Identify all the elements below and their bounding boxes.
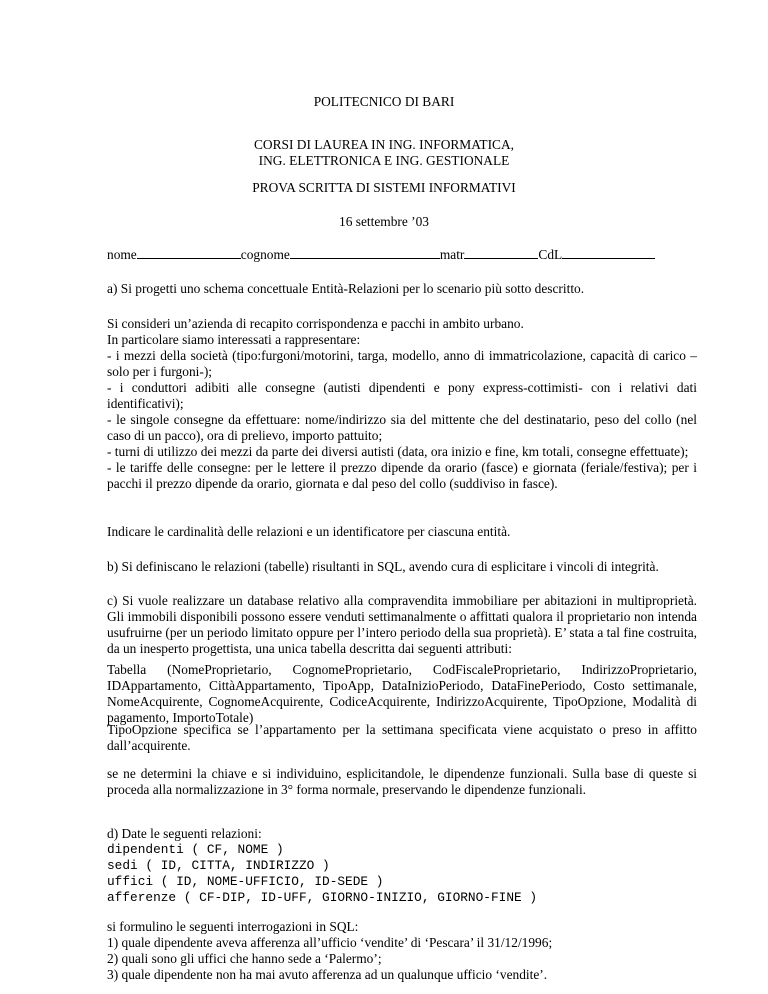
exam-date: 16 settembre ’03: [339, 214, 429, 229]
scenario-line: - turni di utilizzo dei mezzi da parte dei diversi autisti (data, ora inizio e fine, km totali, consegne effettuate);: [107, 444, 689, 459]
section-a-scenario: [107, 316, 697, 492]
queries-block: [107, 919, 697, 983]
scenario-line: - i mezzi della società (tipo:furgoni/motorini, targa, modello, anno di immatricolazione, capacità di carico – solo per i furgoni-);: [107, 348, 697, 379]
section-a-intro: a) Si progetti uno schema concettuale Entità-Relazioni per lo scenario più sotto descritto.: [107, 281, 585, 296]
cdl-label: CdL: [538, 247, 563, 262]
section-d-intro: d) Date le seguenti relazioni:: [107, 826, 262, 841]
relations-list: [107, 842, 697, 906]
cardinality-instruction: Indicare le cardinalità delle relazioni e un identificatore per ciascuna entità.: [107, 524, 511, 539]
relation-afferenze: afferenze ( CF-DIP, ID-UFF, GIORNO-INIZIO, GIORNO-FINE ): [107, 890, 538, 905]
relation-uffici: uffici ( ID, NOME-UFFICIO, ID-SEDE ): [107, 874, 384, 889]
courses-heading: [0, 137, 768, 169]
query-item: 3) quale dipendente non ha mai avuto afferenza ad un qualunque ufficio ‘vendite’.: [107, 967, 548, 982]
scenario-line: In particolare siamo interessati a rappresentare:: [107, 332, 361, 347]
section-c-task: se ne determini la chiave e si individuino, esplicitandole, le dipendenze funzionali. Sulla base di queste si proceda alla normalizzazione in 3° forma normale, preservando le dipendenze funzionali.: [107, 766, 697, 797]
section-c-attributes: Tabella (NomeProprietario, CognomeProprietario, CodFiscaleProprietario, IndirizzoProprietario, IDAppartamento, CittàAppartamento, TipoApp, DataInizioPeriodo, DataFinePeriodo, Costo settimanale, NomeAcquirente, CognomeAcquirente, CodiceAcquirente, IndirizzoAcquirente, TipoOpzione, Modalità di pagamento, ImportoTotale): [107, 662, 697, 725]
queries-intro: si formulino le seguenti interrogazioni in SQL:: [107, 919, 359, 934]
matr-label: matr: [439, 247, 465, 262]
scenario-line: - le singole consegne da effettuare: nome/indirizzo sia del mittente che del destinatario, peso del collo (nel caso di un pacco), ora di prelievo, importo pattuito;: [107, 412, 697, 443]
scenario-line: - i conduttori adibiti alle consegne (autisti dipendenti e pony express-cottimisti- con i relativi dati identificativi);: [107, 380, 697, 411]
cognome-label: cognome: [240, 247, 290, 262]
scenario-line: - le tariffe delle consegne: per le lettere il prezzo dipende da orario (fasce) e giornata (feriale/festiva); per i pacchi il prezzo dipende da orario, giornata e dal peso del collo (suddiviso in fasce).: [107, 460, 697, 491]
cdl-blank[interactable]: [562, 246, 655, 259]
scenario-line: Si consideri un’azienda di recapito corrispondenza e pacchi in ambito urbano.: [107, 316, 524, 331]
tipo-opzione-note: TipoOpzione specifica se l’appartamento per la settimana specificata viene acquistato o preso in affitto dall’acquirente.: [107, 722, 697, 753]
relation-sedi: sedi ( ID, CITTA, INDIRIZZO ): [107, 858, 330, 873]
courses-line-1: CORSI DI LAUREA IN ING. INFORMATICA,: [253, 137, 514, 152]
query-item: 1) quale dipendente aveva afferenza all’ufficio ‘vendite’ di ‘Pescara’ il 31/12/1996;: [107, 935, 553, 950]
nome-blank[interactable]: [137, 246, 241, 259]
institution-title: POLITECNICO DI BARI: [313, 94, 455, 109]
courses-line-2: ING. ELETTRONICA E ING. GESTIONALE: [258, 153, 510, 168]
exam-title: PROVA SCRITTA DI SISTEMI INFORMATIVI: [252, 180, 516, 195]
section-c-intro: c) Si vuole realizzare un database relativo alla compravendita immobiliare per abitazioni in multiproprietà. Gli immobili disponibili possono essere venduti settimanalmente o affittati qualora il proprietario non intenda usufruirne (per un periodo limitato oppure per l’intero periodo della sua proprietà). E’ stata a tal fine costruita, da un inesperto progettista, una unica tabella descritta dai seguenti attributi:: [107, 593, 697, 656]
nome-label: nome: [107, 247, 137, 262]
query-item: 2) quali sono gli uffici che hanno sede a ‘Palermo’;: [107, 951, 382, 966]
relation-dipendenti: dipendenti ( CF, NOME ): [107, 842, 284, 857]
matr-blank[interactable]: [464, 246, 538, 259]
section-b-text: b) Si definiscano le relazioni (tabelle) risultanti in SQL, avendo cura di esplicitare i vincoli di integrità.: [107, 559, 659, 574]
student-info-row: [107, 246, 697, 263]
cognome-blank[interactable]: [290, 246, 440, 259]
